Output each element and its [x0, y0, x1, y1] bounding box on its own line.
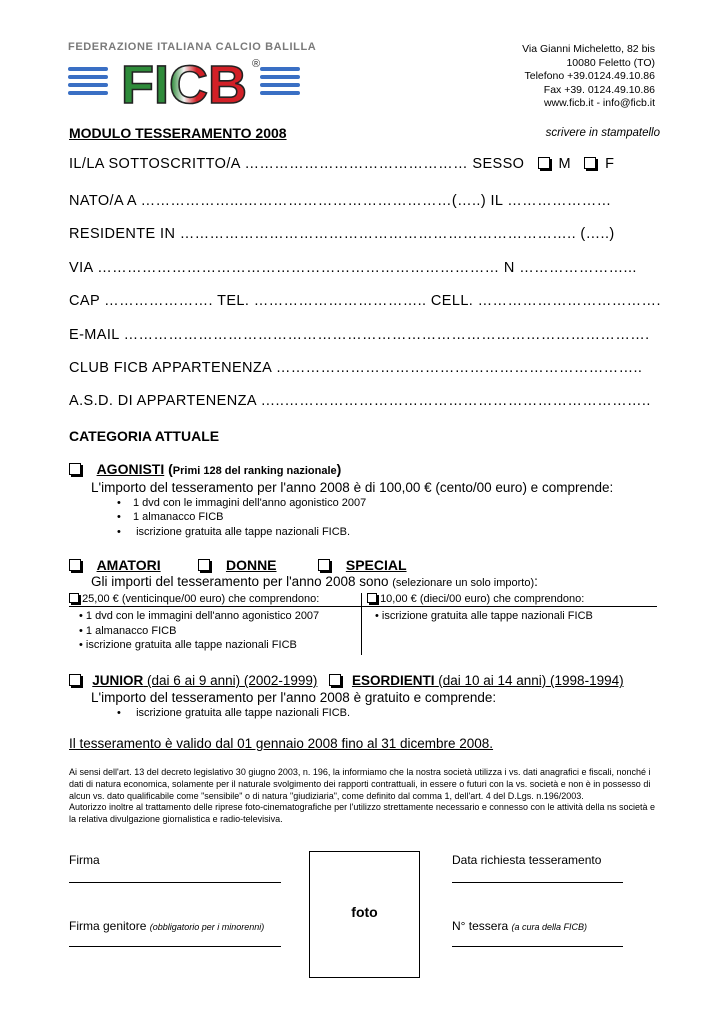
list-item: • 1 dvd con le immagini dell'anno agonistico 2007 — [117, 497, 367, 509]
firma-genitore-label: Firma genitore (obbligatorio per i minorenni) — [69, 919, 265, 933]
opt1-list — [79, 609, 319, 653]
amount-option-10[interactable]: 10,00 € (dieci/00 euro) che comprendono: — [367, 592, 584, 607]
list-item: • iscrizione gratuita alle tappe nazionali FICB — [375, 610, 593, 622]
list-item: • iscrizione gratuita alle tappe nazionali FICB. — [117, 707, 351, 719]
form-hint: scrivere in stampatello — [545, 127, 660, 139]
n-tessera-line[interactable] — [452, 946, 623, 947]
logo-text: FICB — [121, 55, 247, 109]
esordienti-label: ESORDIENTI — [351, 673, 435, 688]
checkbox-junior[interactable] — [69, 674, 81, 686]
photo-label: foto — [351, 904, 378, 920]
amatori-label: AMATORI — [96, 557, 161, 573]
junior-label: JUNIOR — [92, 673, 144, 688]
category-title: CATEGORIA ATTUALE — [69, 428, 220, 444]
checkbox-amount-10[interactable] — [367, 593, 377, 603]
table-column-divider — [361, 593, 362, 655]
list-item: • 1 almanacco FICB — [117, 511, 224, 523]
form-title: MODULO TESSERAMENTO 2008 — [69, 125, 287, 141]
address-block — [522, 43, 655, 111]
privacy-notice — [69, 767, 659, 826]
ficb-logo — [68, 53, 300, 109]
photo-box[interactable] — [309, 851, 420, 978]
registered-mark: ® — [252, 58, 261, 70]
fax-line: Fax +39. 0124.49.10.86 — [543, 83, 655, 96]
phone-line: Telefono +39.0124.49.10.86 — [524, 70, 655, 82]
amount-option-25[interactable]: 25,00 € (venticinque/00 euro) che comprendono: — [69, 592, 319, 607]
option-group-junior — [69, 673, 624, 688]
field-nato-a[interactable]: NATO/A A ………………...……………………………………(…..) IL ………………… — [69, 193, 612, 209]
address-line: Via Gianni Micheletto, 82 bis — [522, 43, 655, 55]
firma-label: Firma — [69, 853, 100, 867]
field-residente[interactable]: RESIDENTE IN …………………………………………………………………….. (…..) — [69, 226, 615, 242]
agonisti-label: AGONISTI — [96, 461, 165, 477]
data-richiesta-line[interactable] — [452, 882, 623, 883]
n-tessera-label: N° tessera (a cura della FICB) — [452, 919, 588, 933]
logo-stripes-left — [68, 67, 108, 95]
org-name: FEDERAZIONE ITALIANA CALCIO BALILLA — [68, 41, 317, 53]
logo-stripes-right — [260, 67, 300, 95]
checkbox-donne[interactable] — [198, 559, 210, 571]
field-email[interactable]: E-MAIL ……………………………………………………………………………………………. — [69, 327, 650, 343]
special-label: SPECIAL — [345, 557, 407, 573]
checkbox-sesso-m[interactable] — [538, 157, 550, 169]
checkbox-amount-25[interactable] — [69, 593, 79, 603]
list-item: • iscrizione gratuita alle tappe nazionali FICB. — [117, 526, 351, 538]
field-sottoscritto-label: IL/LA SOTTOSCRITTO/A ……………………………………… SESSO — [69, 156, 525, 172]
checkbox-special[interactable] — [318, 559, 330, 571]
junior-range: (dai 6 ai 9 anni) (2002-1999) — [147, 673, 318, 688]
field-club[interactable]: CLUB FICB APPARTENENZA ……………………………………………………………….. — [69, 360, 643, 376]
sesso-m-label: M — [558, 156, 572, 172]
opt2-list — [375, 609, 593, 624]
checkbox-agonisti[interactable] — [69, 463, 81, 475]
group2-desc: Gli importi del tesseramento per l'anno 2008 sono (selezionare un solo importo): — [91, 574, 538, 589]
field-sottoscritto[interactable] — [69, 156, 614, 172]
validity-note: Il tesseramento è valido dal 01 gennaio 2008 fino al 31 dicembre 2008. — [69, 736, 494, 751]
agonisti-note: Primi 128 del ranking nazionale — [172, 465, 337, 477]
field-asd[interactable]: A.S.D. DI APPARTENENZA …..……………………………………………………………….. — [69, 393, 651, 409]
agonisti-desc: L'importo del tesseramento per l'anno 2008 è di 100,00 € (cento/00 euro) e comprende: — [91, 480, 614, 495]
firma-genitore-line[interactable] — [69, 946, 281, 947]
esordienti-range: (dai 10 ai 14 anni) (1998-1994) — [438, 673, 624, 688]
option-group-amatori — [69, 557, 407, 573]
list-item: • iscrizione gratuita alle tappe nazionali FICB — [79, 639, 297, 651]
donne-label: DONNE — [225, 557, 277, 573]
list-item: • 1 dvd con le immagini dell'anno agonistico 2007 — [79, 610, 320, 622]
field-cap-tel-cell[interactable]: CAP …………………. TEL. …………………………….. CELL. ………………………………. — [69, 293, 661, 309]
checkbox-esordienti[interactable] — [329, 674, 341, 686]
firma-line[interactable] — [69, 882, 281, 883]
amount-table — [69, 593, 657, 655]
address-line: 10080 Feletto (TO) — [566, 56, 655, 69]
checkbox-sesso-f[interactable] — [584, 157, 596, 169]
web-line: www.ficb.it - info@ficb.it — [543, 97, 655, 109]
junior-desc: L'importo del tesseramento per l'anno 2008 è gratuito e comprende: — [91, 690, 497, 705]
checkbox-amatori[interactable] — [69, 559, 81, 571]
field-via[interactable]: VIA ……………………………………………………………………… N …………………... — [69, 260, 637, 276]
sesso-f-label: F — [605, 156, 615, 172]
data-richiesta-label: Data richiesta tesseramento — [452, 853, 602, 867]
privacy-paragraph: Ai sensi dell'art. 13 del decreto legislativo 30 giugno 2003, n. 196, la informiamo che la nostra società utilizza i vs. dati anagrafici e fiscali, nonché i dati di natura economica, solamente per il naturale svolgimento dei rapporti contrattuali, in essere o futuri con la vs. società e non è in possesso di alcun vs. dato qualificabile come "sensibile" o di natura "giudiziaria", come definito dal comma 1, dell'art. 4 del D.Lgs. n.196/2003. — [69, 767, 651, 801]
option-agonisti[interactable]: AGONISTI (Primi 128 del ranking nazionale) — [69, 461, 341, 477]
privacy-authorization: Autorizzo inoltre al trattamento delle riprese foto-cinematografiche per l'utilizzo strettamente necessario e connesso con le attività della ns società e la relativa divulgazione giornalistica e radio-televisiva. — [69, 802, 656, 825]
list-item: • 1 almanacco FICB — [79, 624, 177, 637]
